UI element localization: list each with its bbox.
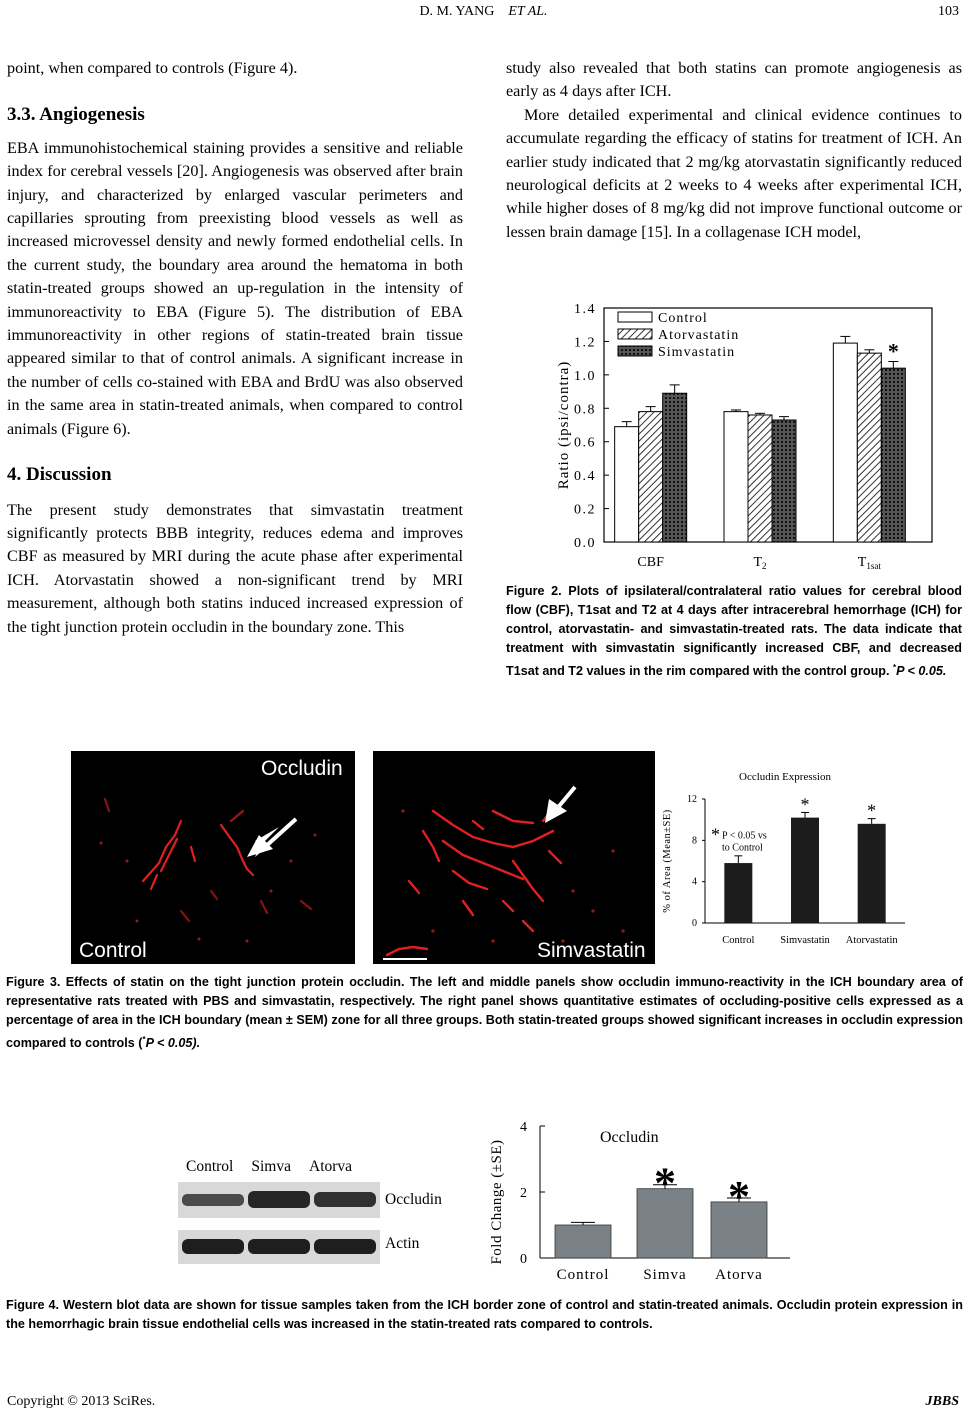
y-tick-label: 4 [520, 1120, 527, 1135]
bar [772, 420, 796, 542]
legend-label: Simvastatin [658, 345, 736, 360]
significance-marker: * [728, 1171, 750, 1221]
bar [615, 427, 639, 542]
label-simvastatin: Simvastatin [537, 939, 646, 962]
x-tick-label: Control [556, 1267, 610, 1283]
figure-4-caption: Figure 4. Western blot data are shown for tissue samples taken from the ICH border zone of control and statin-treated animals. Occludin protein expression in the hemorrhagic brain tissue endothelial cells was increased in the statin-treated rats compared to controls. [6, 1298, 963, 1331]
x-tick-label: Atorva [715, 1267, 763, 1283]
bar [881, 368, 905, 542]
x-tick-label: $T_{1sat}$ [857, 555, 881, 571]
bar [858, 824, 886, 923]
y-tick-label: 1.0 [574, 368, 596, 384]
x-tick-label: CBF [637, 555, 664, 570]
right-paragraph-1: study also revealed that both statins can promote angiogenesis as early as 4 days after ICH. [506, 59, 962, 101]
figure-2-caption: Figure 2. Plots of ipsilateral/contralateral ratio values for cerebral blood flow (CBF), T1sat and T2 at 4 days after intracerebral hemorrhage (ICH) for control, atorvastatin- and simvastatin-treated rats. The data indicate that treatment with simvastatin significantly increased CBF, and decreased T1sat and T2 values in the rim compared with the control group. *P < 0.05. [506, 584, 962, 679]
band-actin-control [182, 1239, 244, 1254]
y-tick-label: 0.8 [574, 402, 596, 418]
micrograph-control [71, 751, 355, 964]
bar [555, 1225, 611, 1258]
x-tick-label: Simvastatin [780, 935, 830, 946]
blot-bands [178, 1182, 380, 1284]
bar [748, 415, 772, 542]
band-occludin-control [182, 1194, 244, 1206]
chart-title: Occludin Expression [739, 771, 831, 783]
left-column [7, 57, 463, 639]
right-paragraph-2: More detailed experimental and clinical evidence continues to accumulate regarding the efficacy of statins for treatment of ICH. An earlier study indicated that 2 mg/kg atorvastatin significantly reduced neurological deficits at 2 weeks to 4 weeks after experimental ICH, while higher doses of 8 mg/kg did not improve functional outcome or lessen brain damage [15]. In a collagenase ICH model, [506, 105, 962, 241]
y-tick-label: 0 [520, 1252, 527, 1267]
y-tick-label: 2 [520, 1186, 527, 1201]
legend-swatch [618, 329, 652, 339]
footer-copyright: Copyright © 2013 SciRes. [7, 1394, 156, 1409]
y-tick-label: 1.4 [574, 302, 596, 317]
y-tick-label: 0 [692, 918, 697, 929]
bar [791, 818, 819, 923]
band-occludin-simva [248, 1191, 310, 1208]
bar [663, 393, 687, 542]
header-authors: D. M. YANG [419, 4, 495, 19]
significance-marker: * [654, 1158, 676, 1208]
figure-3-caption: Figure 3. Effects of statin on the tight junction protein occludin. The left and middle panels show occludin immuno-reactivity in the ICH boundary area of representative rats treated with PBS and simvastatin, respectively. The right panel shows quantitative estimates of occluding-positive cells expressed as a percentage of area in the ICH boundary (mean ± SEM) zone for all three groups. Both statin-treated groups showed significant increases in occludin expression compared to controls (*P < 0.05). [6, 975, 963, 1051]
significance-marker: * [800, 794, 810, 815]
micrograph-simvastatin [373, 751, 655, 964]
y-axis-label: % of Area (Mean±SE) [662, 809, 673, 913]
bar [857, 353, 881, 542]
x-tick-label: Atorvastatin [845, 935, 898, 946]
lane-label-control: Control [186, 1158, 234, 1175]
y-tick-label: 0.0 [574, 536, 596, 551]
y-axis-label: Fold Change (±SE) [489, 1139, 505, 1265]
x-tick-label: $T_2$ [753, 555, 767, 571]
chart-title: Occludin [600, 1129, 659, 1146]
y-tick-label: 0.2 [574, 502, 596, 518]
angiogenesis-paragraph: EBA immunohistochemical staining provides a sensitive and reliable index for cerebral vessels [20]. Angiogenesis was observed after brain injury, and characterized by enlarged vascular perimeters and capillaries sprouting from preexisting blood vessels as well as increased microvessel density and newly formed endothelial cells. In the current study, the boundary area around the hematoma in both statin-treated groups showed an up-regulation in the intensity of immunoreactivity to EBA (Figure 5). The distribution of EBA immunoreactivity in other regions of statin-treated brain tissue appeared similar to that of control animals. A significant increase in the number of cells co-stained with EBA and BrdU was also observed in the same area in statin-treated animals, when compared to control animals (Figure 6). [7, 138, 463, 438]
bar [639, 412, 663, 542]
legend-swatch [618, 312, 652, 322]
bar [833, 343, 857, 542]
significance-marker: * [867, 800, 877, 821]
discussion-paragraph: The present study demonstrates that simvastatin treatment significantly protects BBB integrity, reduces edema and improves CBF as measured by MRI during the acute phase after experimental ICH. Atorvastatin showed a non-significant trend by MRI measurement, although both statins induced increased expression of the tight junction protein occludin in the boundary zone. This [7, 500, 463, 636]
vessel-staining-control [71, 751, 355, 964]
band-occludin-atorva [314, 1192, 376, 1207]
annotation-star: * [711, 824, 720, 845]
y-tick-label: 4 [692, 876, 697, 888]
y-tick-label: 1.2 [574, 335, 596, 351]
figure-3-chart [655, 763, 915, 953]
y-axis-label: Ratio (ipsi/contra) [556, 360, 572, 490]
bar [724, 863, 752, 923]
legend-swatch [618, 346, 652, 356]
label-control: Control [79, 939, 147, 962]
header-et-al: ET AL. [508, 4, 548, 19]
lane-label-atorva: Atorva [309, 1158, 353, 1175]
western-blot [178, 1156, 460, 1286]
figure-4-chart [485, 1112, 795, 1286]
figure-2-chart [540, 292, 940, 574]
y-tick-label: 8 [692, 835, 697, 847]
annotation-line-1: P < 0.05 vs [722, 830, 767, 842]
y-tick-label: 0.6 [574, 435, 596, 451]
lane-label-simva: Simva [251, 1158, 291, 1175]
bar [724, 412, 748, 542]
significance-marker: * [887, 338, 899, 364]
legend-label: Control [658, 311, 708, 326]
label-occludin: Occludin [261, 757, 343, 780]
x-tick-label: Simva [643, 1267, 687, 1283]
y-tick-label: 0.4 [574, 469, 596, 485]
discussion-heading: 4. Discussion [7, 464, 112, 486]
blot-lane-labels [186, 1158, 352, 1176]
footer-journal: JBBS [925, 1394, 959, 1409]
band-actin-atorva [314, 1239, 376, 1254]
right-column [506, 57, 962, 244]
intro-paragraph: point, when compared to controls (Figure 4). [7, 59, 298, 77]
annotation-line-2: to Control [722, 842, 763, 854]
band-label-actin: Actin [385, 1235, 420, 1252]
angiogenesis-heading: 3.3. Angiogenesis [7, 104, 145, 126]
x-tick-label: Control [722, 935, 755, 946]
page-number: 103 [938, 4, 959, 19]
y-tick-label: 12 [687, 794, 697, 805]
band-label-occludin: Occludin [385, 1191, 442, 1208]
legend-label: Atorvastatin [658, 328, 740, 343]
vessel-staining-simvastatin [373, 751, 655, 964]
band-actin-simva [248, 1239, 310, 1254]
